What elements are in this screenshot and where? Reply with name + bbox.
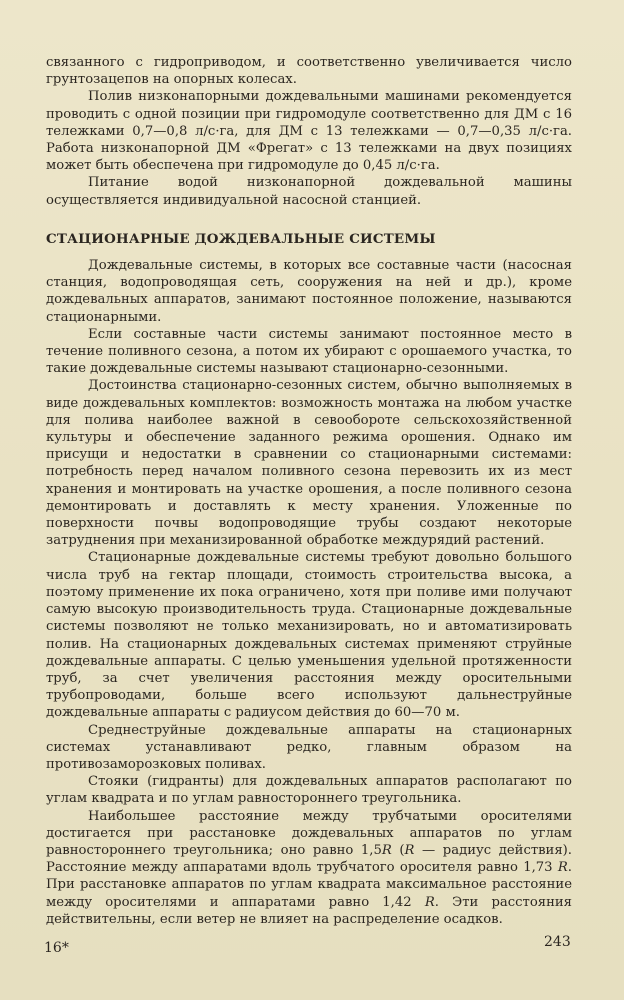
paragraph-spacing	[46, 808, 572, 928]
signature-mark: 16*	[44, 940, 69, 956]
radius-symbol: R	[381, 842, 392, 858]
spacing-text-c: — радиус действия). Расстояние между аппаратами вдоль трубчатого оросителя равно 1,73	[46, 842, 572, 876]
body-text	[46, 54, 572, 928]
radius-symbol: R	[424, 894, 435, 910]
paragraph-water-supply: Питание водой низконапорной дождевальной машины осуществляется индивидуальной насосной станцией.	[46, 175, 572, 208]
section-heading: СТАЦИОНАРНЫЕ ДОЖДЕВАЛЬНЫЕ СИСТЕМЫ	[46, 230, 436, 247]
spacing-text-d: . При расстановке аппаратов по углам квадрата максимальное расстояние между оросителями и аппаратами равно 1,42	[46, 860, 572, 910]
paragraph-seasonal: Если составные части системы занимают постоянное место в течение поливного сезона, а потом их убирают с орошаемого участка, то такие дождевальные системы называют стационарно-сезонными.	[46, 326, 572, 377]
paragraph-advantages: Достоинства стационарно-сезонных систем, обычно выполняемых в виде дождевальных комплектов: возможность монтажа на любом участке для полива наиболее важной в севообороте сельскохозяйственной культуры и обеспечение заданного режима орошения. Однако им присущи и недостатки в сравнении со стационарными системами: потребность перед началом поливного сезона перевозить их из мест хранения и монтировать на участке орошения, а после поливного сезона демонтировать и доставлять к месту хранения. Уложенные по поверхности почвы водопроводящие трубы создают некоторые затруднения при механизированной обработке междурядий растений.	[46, 378, 572, 549]
paragraph-stationary-systems: Стационарные дождевальные системы требуют довольно большого числа труб на гектар площади, стоимость строительства высока, а поэтому применение их пока ограничено, хотя при поливе ими получают самую высокую производительность труда. Стационарные дождевальные системы позволяют не только механизировать, но и автоматизировать полив. На стационарных дождевальных системах применяют струйные дождевальные аппараты. С целью уменьшения удельной протяженности труб, за счет увеличения расстояния между оросительными трубопроводами, больше всего используют дальнеструйные дождевальные аппараты с радиусом действия до 60—70 м.	[46, 550, 572, 721]
paragraph-medium-jet: Среднеструйные дождевальные аппараты на стационарных системах устанавливают редко, главным образом на противозаморозковых поливах.	[46, 722, 572, 772]
paragraph-continued: связанного с гидроприводом, и соответственно увеличивается число грунтозацепов на опорных колесах.	[46, 55, 572, 88]
spacing-text-a: Наибольшее расстояние между трубчатыми оросителями достигается при расстановке дождевальных аппаратов по углам равностороннего треугольника; оно равно 1,5	[46, 808, 572, 858]
spacing-text-b: (	[391, 842, 405, 858]
paragraph-low-pressure-irrigation: Полив низконапорными дождевальными машинами рекомендуется проводить с одной позиции при гидромодуле соответственно для ДМ с 16 тележками 0,7—0,8 л/с·га, для ДМ с 13 тележками — 0,7—0,35 л/с·га. Работа низконапорной ДМ «Фрегат» с 13 тележками на двух позициях может быть обеспечена при гидромодуле до 0,45 л/с·га.	[46, 89, 572, 174]
spacing-text-e: . Эти расстояния действительны, если ветер не влияет на распределение осадков.	[46, 894, 572, 927]
radius-symbol: R	[557, 860, 568, 876]
radius-symbol: R	[404, 842, 415, 858]
paragraph-hydrants: Стояки (гидранты) для дождевальных аппаратов располагают по углам квадрата и по углам равностороннего треугольника.	[46, 774, 572, 807]
page-number: 243	[544, 934, 571, 950]
paragraph-definition: Дождевальные системы, в которых все составные части (насосная станция, водопроводящая сеть, сооружения на ней и др.), кроме дождевальных аппаратов, занимают постоянное положение, называются стационарными.	[46, 258, 572, 325]
